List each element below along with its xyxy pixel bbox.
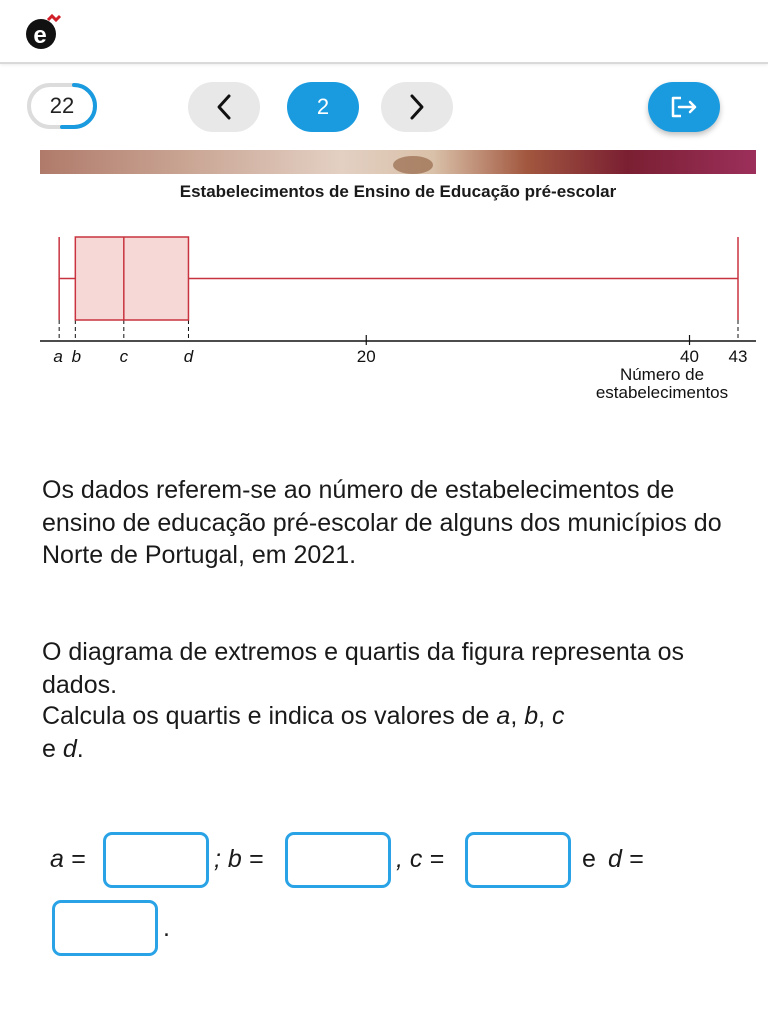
svg-text:e: e	[33, 22, 47, 49]
e-logo	[14, 8, 70, 52]
boxplot-chart	[0, 200, 768, 410]
sep-1: ,	[510, 702, 518, 730]
instruction-text: Calcula os quartis e indica os valores de	[42, 702, 490, 730]
answer-c-input[interactable]	[465, 832, 571, 888]
answer-b-input[interactable]	[285, 832, 391, 888]
conjunction: e	[42, 734, 56, 763]
label-d: d =	[608, 845, 644, 873]
tick-label-40: 40	[680, 347, 699, 366]
var-c: c	[552, 702, 565, 730]
final-period: .	[163, 914, 170, 942]
marker-label-c: c	[119, 347, 129, 366]
chevron-right-icon	[405, 93, 429, 121]
label-d-conjunction: e	[582, 845, 596, 873]
question-paragraph-1: Os dados referem-se ao número de estabelecimentos de ensino de educação pré-escolar de alguns dos municípios do Norte de Portugal, em 2021.	[42, 476, 722, 569]
timer	[26, 82, 98, 130]
current-page-indicator[interactable]: 2	[287, 82, 359, 132]
app-header	[0, 0, 768, 64]
x-axis-title-line2: estabelecimentos	[595, 383, 729, 402]
sep-2: ,	[538, 702, 546, 730]
chevron-left-icon	[212, 93, 236, 121]
var-d: d	[62, 734, 77, 763]
question-instruction	[42, 700, 742, 765]
var-b: b	[524, 702, 539, 730]
exit-button[interactable]	[648, 82, 720, 132]
exit-icon	[669, 95, 699, 119]
answer-d-input[interactable]	[52, 900, 158, 956]
label-b: ; b =	[214, 845, 264, 873]
var-a: a	[496, 702, 511, 730]
timer-value: 22	[49, 93, 75, 118]
illustration-detail	[393, 156, 433, 174]
label-c: , c =	[396, 845, 444, 873]
question-paragraph-2: O diagrama de extremos e quartis da figura representa os dados.	[42, 638, 685, 699]
label-a: a =	[50, 845, 86, 873]
answer-a-input[interactable]	[103, 832, 209, 888]
marker-label-d: d	[183, 347, 194, 366]
box-iqr	[75, 237, 188, 320]
marker-label-a: a	[53, 347, 63, 366]
x-axis-title-line1: Número de	[619, 365, 705, 384]
chart-title: Estabelecimentos de Ensino de Educação pré-escolar	[179, 182, 617, 201]
tick-label-20: 20	[356, 347, 376, 366]
next-button[interactable]	[381, 82, 453, 132]
period: .	[76, 734, 84, 763]
tick-label-43: 43	[728, 347, 748, 366]
marker-label-b: b	[71, 347, 82, 366]
previous-button[interactable]	[188, 82, 260, 132]
